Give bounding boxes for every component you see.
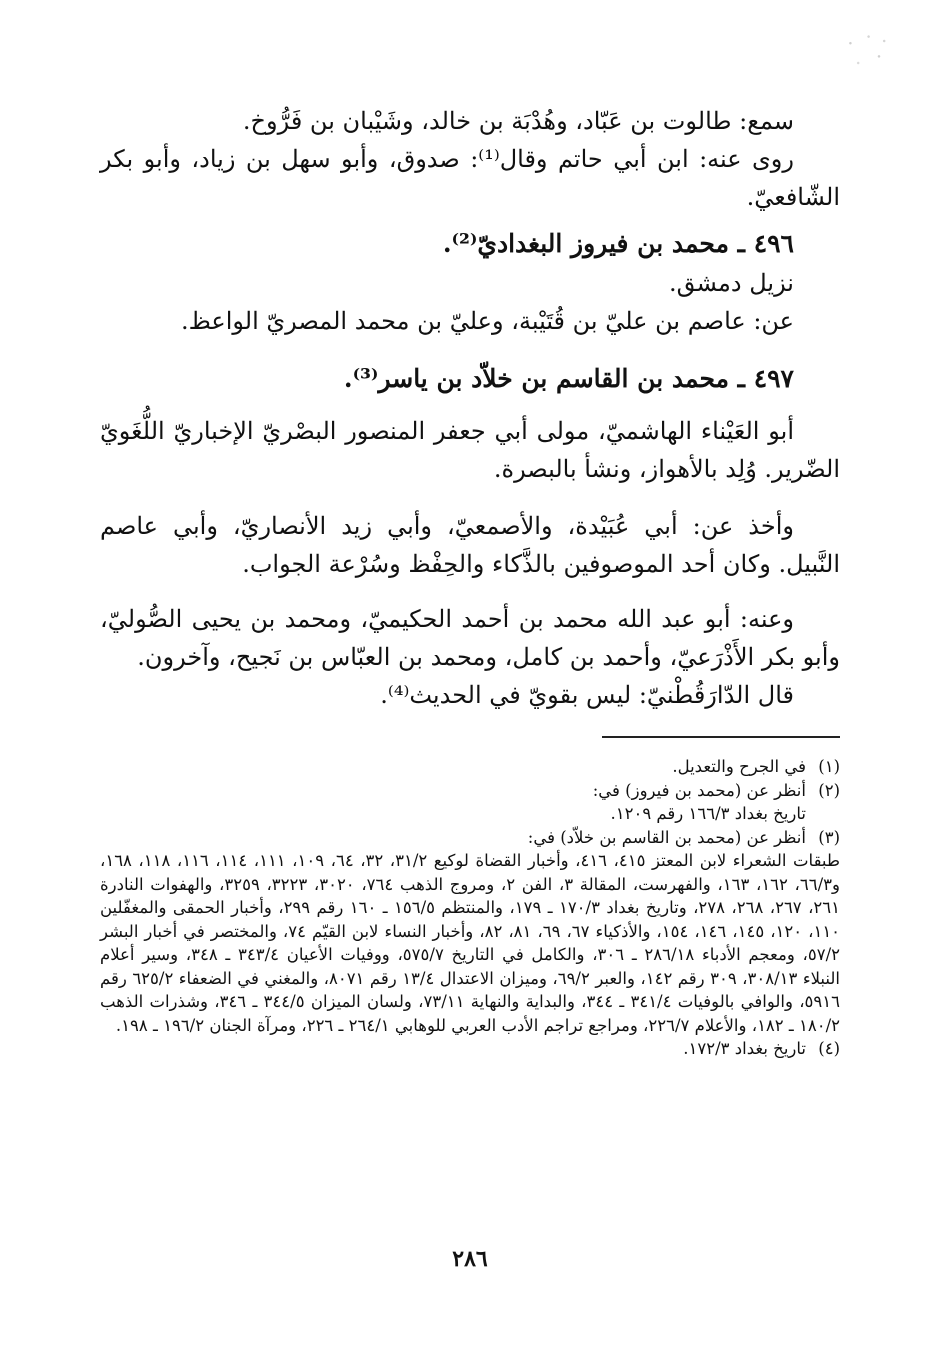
narrated-from-paragraph: عن: عاصم بن عليّ بن قُتَيْبة، وعليّ بن محمد المصريّ الواعظ. bbox=[180, 307, 794, 335]
footnote-text: تاريخ بغداد ١٦٦/٣ رقم ١٢٠٩. bbox=[610, 804, 806, 823]
page-number: ٢٨٦ bbox=[452, 1246, 488, 1272]
footnote-2-continuation bbox=[100, 802, 840, 826]
footnote-number: (٤) bbox=[818, 1039, 840, 1058]
biography-paragraph: أبو العَيْناء الهاشميّ، مولى أبي جعفر المنصور البصْريّ الإخباريّ اللُّغَويّ الضّرير. وُلِد بالأهواز، ونشأ بالبصرة. bbox=[100, 417, 840, 483]
entry-heading-496: ٤٩٦ ـ محمد بن فيروز البغداديّ⁽²⁾. bbox=[442, 229, 794, 258]
footnote-3-continuation bbox=[100, 849, 840, 1037]
entry-497-students bbox=[100, 600, 840, 714]
entry-495-continuation bbox=[100, 102, 840, 216]
daraqutni-quote: قال الدّارَقُطْنيّ: ليس بقويّ في الحديث⁽⁴⁾. bbox=[380, 681, 794, 709]
heard-from-paragraph: سمع: طالوت بن عَبّاد، وهُدْبَة بن خالد، وشَيْبان بن فَرُّوخ. bbox=[242, 107, 794, 135]
footnote-number: (١) bbox=[818, 757, 840, 776]
footnote-number: (٣) bbox=[818, 827, 840, 847]
footnote-1 bbox=[100, 755, 840, 779]
footnotes bbox=[100, 755, 840, 1061]
narrated-by-paragraph: روى عنه: ابن أبي حاتم وقال⁽¹⁾: صدوق، وأبو سهل بن زياد، وأبو بكر الشّافعيّ. bbox=[100, 145, 840, 211]
footnote-3 bbox=[100, 826, 840, 850]
footnote-number: (٢) bbox=[818, 780, 840, 800]
footnote-text: تاريخ بغداد ١٧٢/٣. bbox=[683, 1039, 806, 1058]
footnote-text: أنظر عن (محمد بن فيروز) في: bbox=[592, 780, 806, 800]
footnote-2 bbox=[100, 779, 840, 803]
footnote-sources-list: طبقات الشعراء لابن المعتز ٤١٥، ٤١٦، وأخبار القضاة لوكيع ٣١/٢، ٣٢، ٦٤، ١٠٩، ١١١، ١١٤، ١١٦، ١١٨، ١٦٨، و٦٦/٣، ١٦٢، ١٦٣، والفهرست، المقالة ٣، الفن ٢، ومروج الذهب ٧٦٤، ٣٠٢٠، ٣٢٢٣، ٣٢٥٩، والهفوات النادرة ٢٦١، ٢٦٧، ٢٦٨، ٢٧٨، وتاريخ بغداد ١٧٠/٣ ـ ١٧٩، والمنتظم ١٥٦/٥ ـ ١٦٠ رقم ٢٩٩، وأخبار الحمقى والمغفّلين ١١٠، ١٢٠، ١٤٥، ١٤٦، ١٥٤، والأذكياء ٦٧، ٦٩، ٨١، ٨٢، وأخبار النساء لابن القيّم ٧٤، والمختصر في أخبار البشر ٥٧/٢، ومعجم الأدباء ٢٨٦/١٨ ـ ٣٠٦، والكامل في التاريخ ٥٧٥/٧، ووفيات الأعيان ٣٤٣/٤ ـ ٣٤٨، وسير أعلام النبلاء ٣٠٨/١٣، ٣٠٩ رقم ١٤٢، والعبر ٦٩/٢، وميزان الاعتدال ١٣/٤ رقم ٨٠٧١، والمغني في الضعفاء ٦٢٥/٢ رقم ٥٩١٦، والوافي بالوفيات ٣٤١/٤ ـ ٣٤٤، والبداية والنهاية ٧٣/١١، ولسان الميزان ٣٤٤/٥ ـ ٣٤٦، وشذرات الذهب ١٨٠/٢ ـ ١٨٢، والأعلام ٢٢٦/٧، ومراجع تراجم الأدب العربي للوهابي ٢٦٤/١ ـ ٢٢٦، ومرآة الجنان ١٩٦/٢ ـ ١٩٨. bbox=[100, 851, 841, 1035]
footnote-text: أنظر عن (محمد بن القاسم بن خلاّد) في: bbox=[527, 827, 806, 847]
entry-497 bbox=[100, 359, 840, 399]
entry-497-teachers bbox=[100, 507, 840, 583]
entry-497-bio bbox=[100, 412, 840, 488]
scan-noise bbox=[840, 30, 892, 74]
footnote-text: في الجرح والتعديل. bbox=[672, 757, 806, 776]
teachers-paragraph: وأخذ عن: أبي عُبَيْدة، والأصمعيّ، وأبي زيد الأنصاريّ، وأبي عاصم النَّبيل. وكان أحد الموصوفين بالذَّكاء والحِفْظ وسُرْعة الجواب. bbox=[100, 512, 840, 578]
residence-paragraph: نزيل دمشق. bbox=[668, 269, 794, 297]
footnote-separator bbox=[602, 736, 840, 738]
entry-heading-497: ٤٩٧ ـ محمد بن القاسم بن خلاّد بن ياسر⁽³⁾. bbox=[343, 364, 794, 393]
footnote-4 bbox=[100, 1037, 840, 1061]
entry-496 bbox=[100, 224, 840, 340]
students-paragraph: وعنه: أبو عبد الله محمد بن أحمد الحكيميّ، ومحمد بن يحيى الصُّوليّ، وأبو بكر الأَذْرَعيّ، وأحمد بن كامل، ومحمد بن العبّاس بن نَجيح، وآخرون. bbox=[100, 605, 840, 671]
